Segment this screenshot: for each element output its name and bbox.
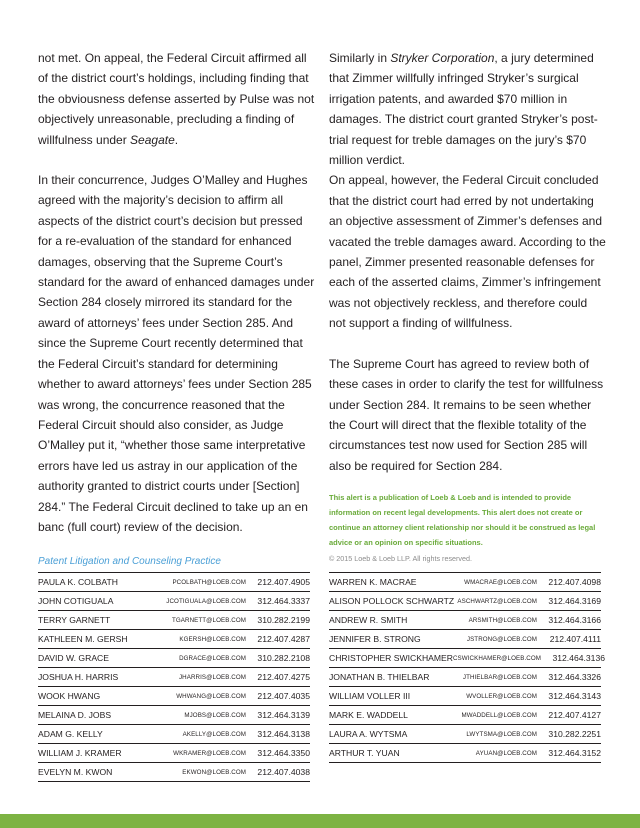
right-paragraph-1: Similarly in Stryker Corporation, a jury determined that Zimmer willfully infringed Stryker’s surgical irrigation patents, and awarded $70 million in damages. The district court granted Stryker’s post-trial request for treble damages on the jury’s $70 million verdict. — [329, 51, 598, 168]
attorney-row — [329, 629, 601, 648]
attorney-name: MARK E. WADDELL — [329, 710, 408, 720]
attorney-name: LAURA A. WYTSMA — [329, 729, 408, 739]
attorney-name: ANDREW R. SMITH — [329, 615, 408, 625]
attorney-email-link[interactable]: DGRACE@LOEB.COM — [179, 654, 246, 662]
attorney-name: ADAM G. KELLY — [38, 729, 103, 739]
attorney-email-link[interactable]: WHWANG@LOEB.COM — [176, 692, 246, 700]
attorney-row — [329, 705, 601, 724]
attorney-row — [329, 743, 601, 763]
attorney-name: WILLIAM VOLLER III — [329, 691, 411, 701]
attorney-name: PAULA K. COLBATH — [38, 577, 118, 587]
attorney-email-link[interactable]: AYUAN@LOEB.COM — [475, 749, 537, 757]
attorney-row — [329, 591, 601, 610]
left-article-column — [38, 48, 316, 537]
attorney-name: KATHLEEN M. GERSH — [38, 634, 128, 644]
attorney-row — [329, 686, 601, 705]
attorney-phone: 312.464.3326 — [548, 672, 601, 682]
attorney-name: WILLIAM J. KRAMER — [38, 748, 122, 758]
attorney-name: JOSHUA H. HARRIS — [38, 672, 119, 682]
attorney-row — [38, 629, 310, 648]
attorney-email-link[interactable]: TGARNETT@LOEB.COM — [172, 616, 246, 624]
attorney-email-link[interactable]: WKRAMER@LOEB.COM — [173, 749, 246, 757]
attorney-email-link[interactable]: MJOBS@LOEB.COM — [184, 711, 246, 719]
attorney-phone: 312.464.3143 — [548, 691, 601, 701]
attorney-row — [329, 610, 601, 629]
attorney-email-link[interactable]: MWADDELL@LOEB.COM — [461, 711, 537, 719]
attorney-row — [38, 705, 310, 724]
attorney-row — [38, 572, 310, 591]
disclaimer-note: This alert is a publication of Loeb & Loeb and is intended to provide information on recent legal developments. This alert does not create or continue an attorney client relationship nor should it be construed as legal advice or an opinion on specific situations. — [329, 493, 596, 548]
attorney-phone: 212.407.4275 — [257, 672, 310, 682]
attorney-row — [38, 686, 310, 705]
attorney-phone: 212.407.4905 — [257, 577, 310, 587]
attorney-email-link[interactable]: KGERSH@LOEB.COM — [179, 635, 246, 643]
attorney-phone: 212.407.4035 — [257, 691, 310, 701]
attorney-phone: 212.407.4287 — [257, 634, 310, 644]
attorney-email-link[interactable]: EKWON@LOEB.COM — [182, 768, 246, 776]
right-paragraph-3: The Supreme Court has agreed to review both of these cases in order to clarify the test for willfulness under Section 284. It remains to be seen whether the Court will direct that the flexible totality of the circumstances test now used for Section 285 will also be required for Section 284. — [329, 356, 604, 473]
attorney-phone: 310.282.2251 — [548, 729, 601, 739]
attorney-row — [38, 667, 310, 686]
attorney-name: WARREN K. MACRAE — [329, 577, 417, 587]
attorney-name: TERRY GARNETT — [38, 615, 111, 625]
attorney-phone: 312.464.3337 — [257, 596, 310, 606]
attorney-phone: 312.464.3169 — [548, 596, 601, 606]
attorney-row — [38, 610, 310, 629]
attorney-email-link[interactable]: JHARRIS@LOEB.COM — [178, 673, 246, 681]
attorney-email-link[interactable]: JTHIELBAR@LOEB.COM — [462, 673, 537, 681]
attorney-email-link[interactable]: ASCHWARTZ@LOEB.COM — [457, 597, 537, 605]
attorney-email-link[interactable]: PCOLBATH@LOEB.COM — [172, 578, 246, 586]
attorney-name: JENNIFER B. STRONG — [329, 634, 421, 644]
attorney-name: WOOK HWANG — [38, 691, 101, 701]
attorney-email-link[interactable]: ARSMITH@LOEB.COM — [468, 616, 537, 624]
attorney-email-link[interactable]: WVOLLER@LOEB.COM — [466, 692, 537, 700]
left-paragraph-2: In their concurrence, Judges O’Malley and Hughes agreed with the majority’s decision to affirm all aspects of the district court’s decision but pressed for a re-evaluation of the standard for enhanced damages, observing that the Supreme Court’s standard for the award of enhanced damages under Section 284 closely mirrored its standard for the award of attorneys’ fees under Section 285. And since the Supreme Court recently determined that the Federal Circuit’s standard for determining whether to award attorneys’ fees under Section 285 was wrong, the concurrence reasoned that the Federal Circuit should also consider, as Judge O’Malley put it, “whether those same interpretative errors have led us astray in our application of the authority granted to district courts under [Section] 284.” The Federal Circuit declined to take up an en banc (full court) review of the decision. — [38, 173, 315, 534]
attorney-phone: 312.464.3166 — [548, 615, 601, 625]
attorney-phone: 312.464.3350 — [257, 748, 310, 758]
attorney-name: DAVID W. GRACE — [38, 653, 109, 663]
attorney-phone: 312.464.3138 — [257, 729, 310, 739]
attorney-name: ARTHUR T. YUAN — [329, 748, 400, 758]
attorney-email-link[interactable]: JCOTIGUALA@LOEB.COM — [166, 597, 246, 605]
attorney-name: JOHN COTIGUALA — [38, 596, 114, 606]
attorney-name: MELAINA D. JOBS — [38, 710, 112, 720]
attorney-phone: 212.407.4127 — [548, 710, 601, 720]
attorney-row — [38, 743, 310, 762]
attorney-phone: 310.282.2199 — [257, 615, 310, 625]
attorney-directory-right — [329, 572, 606, 763]
attorney-row — [329, 724, 601, 743]
attorney-phone: 312.464.3139 — [257, 710, 310, 720]
attorney-row — [329, 572, 601, 591]
case-name-seagate: Seagate — [130, 132, 175, 147]
attorney-email-link[interactable]: WMACRAE@LOEB.COM — [464, 578, 537, 586]
attorney-email-link[interactable]: AKELLY@LOEB.COM — [182, 730, 246, 738]
attorney-directory-left — [38, 572, 310, 782]
right-article-column — [329, 48, 607, 565]
left-paragraph-1: not met. On appeal, the Federal Circuit affirmed all of the district court’s holdings, including finding that the obviousness defense asserted by Pulse was not objectively unreasonable, precluding a finding of willfulness under Seagate. — [38, 51, 315, 147]
attorney-phone: 310.282.2108 — [257, 653, 310, 663]
attorney-phone: 212.407.4038 — [257, 767, 310, 777]
attorney-phone: 312.464.3152 — [548, 748, 601, 758]
attorney-email-link[interactable]: JSTRONG@LOEB.COM — [466, 635, 537, 643]
attorney-email-link[interactable]: LWYTSMA@LOEB.COM — [466, 730, 537, 738]
attorney-row — [38, 724, 310, 743]
attorney-row — [329, 667, 601, 686]
attorney-email-link[interactable]: CSWICKHAMER@LOEB.COM — [452, 654, 542, 662]
attorney-phone: 212.407.4098 — [548, 577, 601, 587]
attorney-name: JONATHAN B. THIELBAR — [329, 672, 430, 682]
attorney-row — [38, 762, 310, 782]
practice-title: Patent Litigation and Counseling Practice — [38, 556, 221, 567]
attorney-name: EVELYN M. KWON — [38, 767, 113, 777]
attorney-name: CHRISTOPHER SWICKHAMER — [329, 653, 453, 663]
attorney-row — [38, 648, 310, 667]
footer-accent-bar — [0, 814, 640, 828]
copyright-note: © 2015 Loeb & Loeb LLP. All rights reserved. — [329, 554, 473, 564]
case-name-stryker: Stryker Corporation — [390, 51, 495, 65]
attorney-name: ALISON POLLOCK SCHWARTZ — [329, 596, 455, 606]
attorney-row — [329, 648, 606, 667]
attorney-row — [38, 591, 310, 610]
right-paragraph-2: On appeal, however, the Federal Circuit concluded that the district court had erred by not undertaking an objective assessment of Zimmer’s defenses and vacated the treble damages award. According to the panel, Zimmer presented reasonable defenses for each of the asserted claims, Zimmer’s infringement was not objectively reckless, and therefore could not support a finding of willfulness. — [329, 173, 606, 331]
attorney-phone: 312.464.3136 — [552, 653, 606, 663]
attorney-phone: 212.407.4111 — [549, 634, 601, 644]
